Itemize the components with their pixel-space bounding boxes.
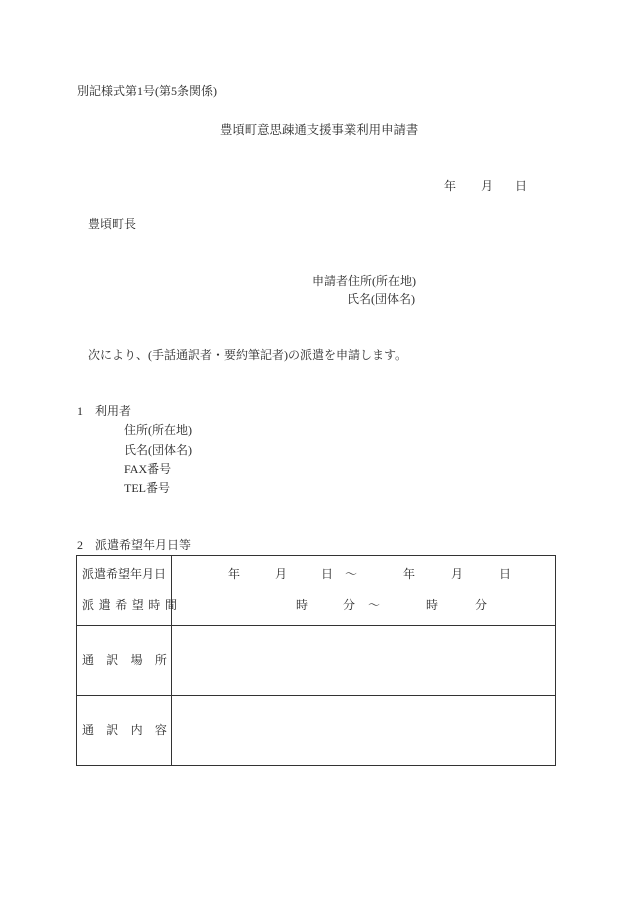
interpretation-place-label: 通訳場所 <box>82 653 180 667</box>
range-separator: 〜 <box>345 567 358 581</box>
interpretation-place-cell <box>172 626 555 695</box>
applicant-name-label: 氏名(団体名) <box>347 292 415 306</box>
start-day-label: 日 <box>321 567 334 581</box>
desired-time-label: 派遣希望時間 <box>82 598 182 612</box>
section-number: 2 <box>77 538 83 552</box>
end-day-label: 日 <box>499 567 512 581</box>
section-heading: 利用者 <box>95 404 132 418</box>
date-year-label: 年 <box>444 179 457 193</box>
section-number: 1 <box>77 404 83 418</box>
user-tel-label: TEL番号 <box>124 481 170 495</box>
applicant-address-label: 申請者住所(所在地) <box>312 274 416 288</box>
section-heading: 派遣希望年月日等 <box>95 538 192 552</box>
user-address-label: 住所(所在地) <box>124 423 192 437</box>
interpretation-content-label: 通訳内容 <box>82 723 180 737</box>
end-year-label: 年 <box>403 567 416 581</box>
end-month-label: 月 <box>451 567 464 581</box>
start-month-label: 月 <box>275 567 288 581</box>
start-year-label: 年 <box>228 567 241 581</box>
user-fax-label: FAX番号 <box>124 462 172 476</box>
date-month-label: 月 <box>481 179 494 193</box>
range-separator: 〜 <box>368 598 381 612</box>
start-hour-label: 時 <box>296 598 309 612</box>
form-title: 豊頃町意思疎通支援事業利用申請書 <box>220 123 419 137</box>
desired-date-label: 派遣希望年月日 <box>82 567 167 581</box>
form-number: 別記様式第1号(第5条関係) <box>77 84 217 98</box>
request-statement: 次により、(手話通訳者・要約筆記者)の派遣を申請します。 <box>88 348 408 362</box>
interpretation-content-cell <box>172 696 555 765</box>
end-minute-label: 分 <box>475 598 488 612</box>
date-day-label: 日 <box>515 179 528 193</box>
start-minute-label: 分 <box>343 598 356 612</box>
addressee: 豊頃町長 <box>88 217 137 231</box>
end-hour-label: 時 <box>426 598 439 612</box>
user-name-label: 氏名(団体名) <box>124 443 192 457</box>
